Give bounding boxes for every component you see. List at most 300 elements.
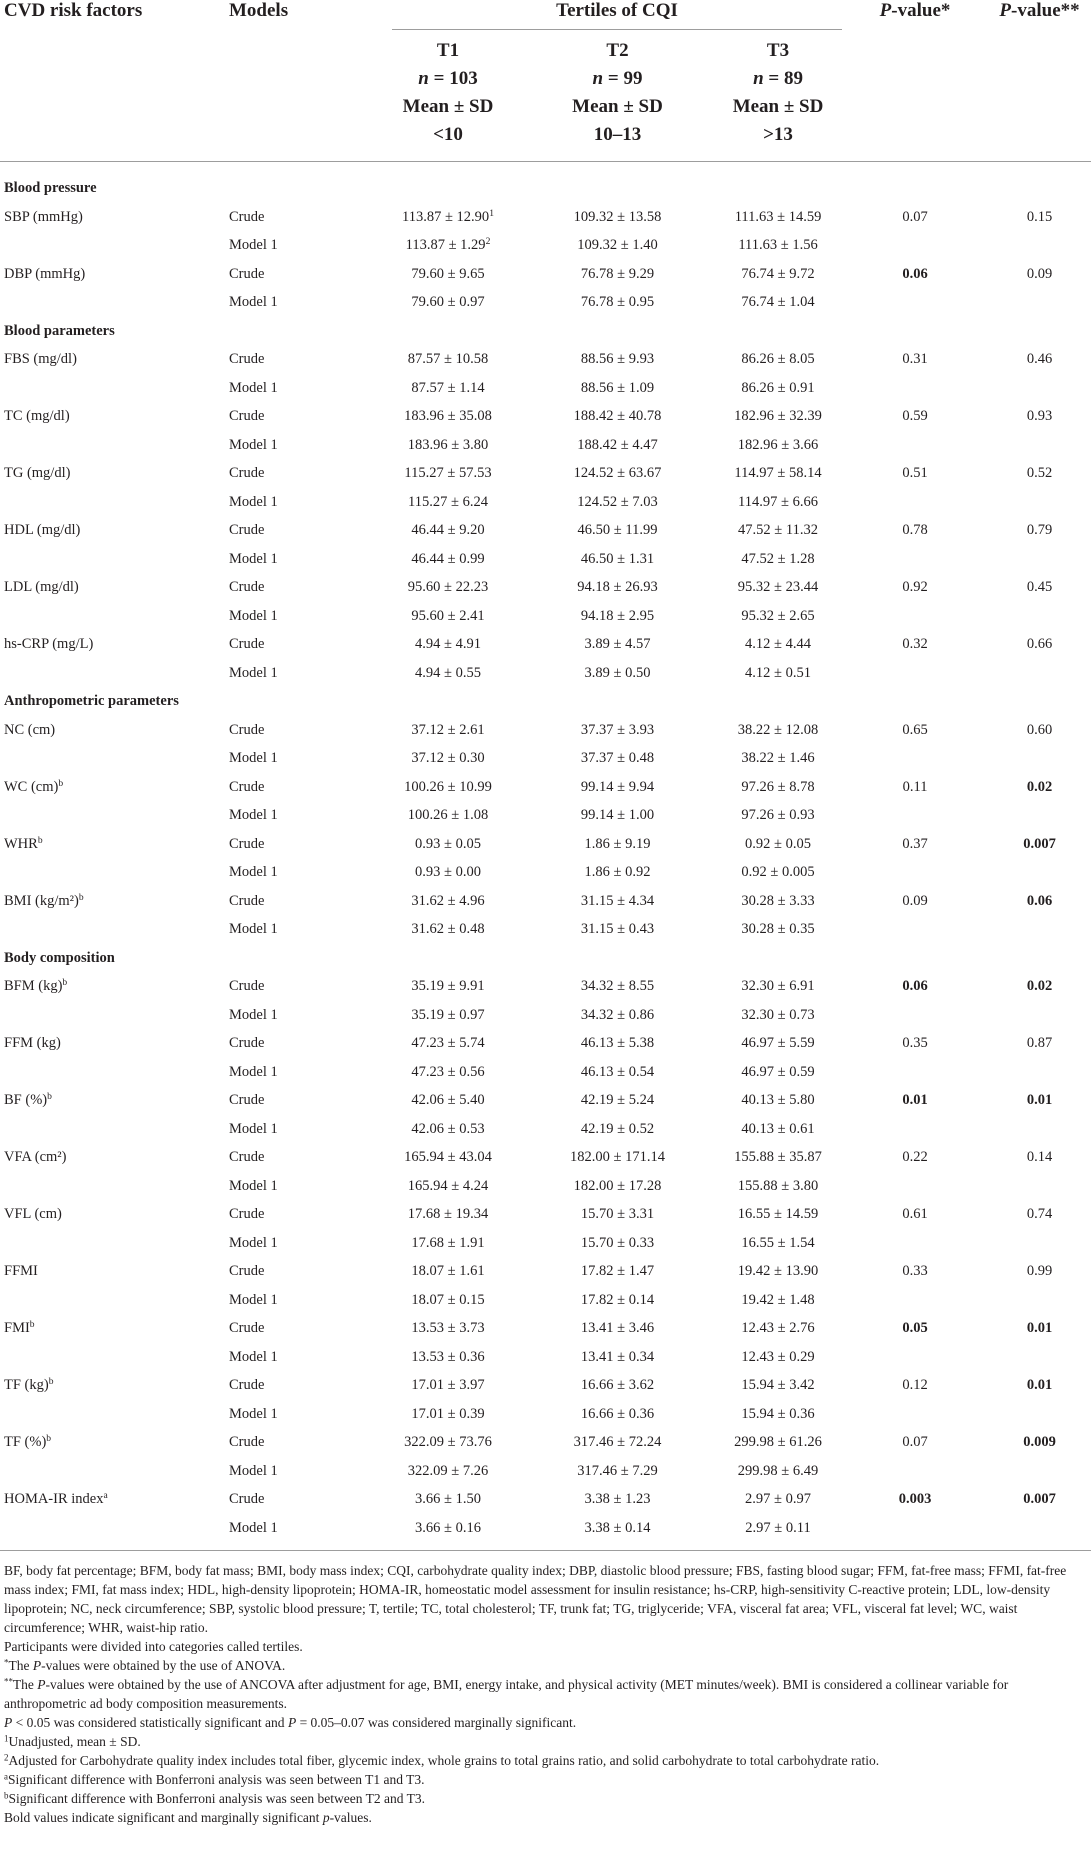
risk-factor-cell xyxy=(0,488,229,517)
t3-mean-sd: 32.30 ± 6.91 xyxy=(741,978,815,995)
t2-value-cell xyxy=(521,1457,714,1486)
t1-value-cell xyxy=(375,288,521,317)
t3-mean-sd: 47.52 ± 11.32 xyxy=(738,522,818,539)
p-ancova-cell: 0.15 xyxy=(1026,208,1053,225)
crude-row xyxy=(0,516,1091,545)
p-ancova-cell: 0.009 xyxy=(1023,1434,1056,1451)
risk-factor-cell xyxy=(0,659,229,688)
body-bottom-spacer xyxy=(0,1542,1091,1550)
model-label: Model 1 xyxy=(229,1348,278,1365)
p-ancova-cell: 0.93 xyxy=(1026,408,1053,425)
p-ancova-cell: 0.79 xyxy=(1026,522,1053,539)
t1-mean-sd: 35.19 ± 9.91 xyxy=(411,978,485,995)
t1-value-cell xyxy=(375,744,521,773)
t1-value-cell xyxy=(375,1257,521,1286)
tertile-range: 10–13 xyxy=(593,124,642,145)
t1-value-cell xyxy=(375,459,521,488)
p-anova-cell xyxy=(842,1115,988,1144)
crude-row xyxy=(0,630,1091,659)
model1-row xyxy=(0,1001,1091,1030)
t3-mean-sd: 16.55 ± 14.59 xyxy=(737,1206,819,1223)
t1-mean-sd: 100.26 ± 1.08 xyxy=(407,807,489,824)
model-label: Crude xyxy=(229,636,265,653)
risk-factor-cell xyxy=(0,231,229,260)
t1-value-cell xyxy=(375,1457,521,1486)
risk-factor-cell xyxy=(0,1229,229,1258)
table-footnotes xyxy=(0,1551,1091,1827)
t2-mean-sd: 3.89 ± 4.57 xyxy=(584,636,651,653)
t3-mean-sd: 97.26 ± 0.93 xyxy=(741,807,815,824)
t3-value-cell xyxy=(714,1514,842,1543)
t2-value-cell xyxy=(521,801,714,830)
header-p-value-anova-label: P-value* xyxy=(879,0,951,21)
t1-mean-sd: 47.23 ± 0.56 xyxy=(411,1063,485,1080)
risk-factor-name: VFL (cm) xyxy=(4,1206,62,1223)
risk-factor-name: TC (mg/dl) xyxy=(4,408,70,425)
risk-factor-footnote-mark: b xyxy=(62,977,68,989)
risk-factor-footnote-mark: b xyxy=(46,1433,52,1445)
header-tertile-3 xyxy=(714,30,842,161)
risk-factor-footnote-mark: b xyxy=(48,1376,54,1388)
t1-mean-sd: 17.68 ± 1.91 xyxy=(411,1234,485,1251)
p-ancova-cell xyxy=(988,915,1091,944)
tertile-stat: Mean ± SD xyxy=(402,96,494,117)
header-tertiles-group xyxy=(375,0,842,30)
model1-row xyxy=(0,1286,1091,1315)
section-title: Anthropometric parameters xyxy=(4,693,179,710)
tertile-n: n = 103 xyxy=(418,68,478,89)
t3-value-cell xyxy=(714,744,842,773)
t2-mean-sd: 94.18 ± 26.93 xyxy=(577,579,658,596)
t1-value-cell xyxy=(375,516,521,545)
p-ancova-cell: 0.007 xyxy=(1023,835,1056,852)
t2-mean-sd: 1.86 ± 0.92 xyxy=(584,864,651,881)
model-label: Model 1 xyxy=(229,550,278,567)
p-anova-cell xyxy=(842,659,988,688)
risk-factor-cell xyxy=(0,915,229,944)
t1-mean-sd: 79.60 ± 9.65 xyxy=(411,265,485,282)
footnote-text: < 0.05 was considered statistically significant and xyxy=(12,1714,288,1730)
t3-value-cell xyxy=(714,1001,842,1030)
t1-value-cell xyxy=(375,1172,521,1201)
tertile-range: >13 xyxy=(763,124,793,145)
model-label: Crude xyxy=(229,522,265,539)
p-anova-cell: 0.51 xyxy=(902,465,928,482)
crude-row xyxy=(0,1257,1091,1286)
p-ancova-cell xyxy=(988,801,1091,830)
t3-mean-sd: 2.97 ± 0.11 xyxy=(745,1519,811,1536)
t1-mean-sd: 79.60 ± 0.97 xyxy=(411,294,485,311)
risk-factor-cell xyxy=(0,858,229,887)
t1-mean-sd: 3.66 ± 0.16 xyxy=(415,1519,481,1536)
t3-mean-sd: 95.32 ± 2.65 xyxy=(741,607,815,624)
t2-value-cell xyxy=(521,431,714,460)
t3-value-cell xyxy=(714,431,842,460)
crude-row xyxy=(0,1029,1091,1058)
risk-factor-cell xyxy=(0,630,229,659)
model-label: Crude xyxy=(229,351,265,368)
t3-value-cell xyxy=(714,516,842,545)
t3-mean-sd: 46.97 ± 0.59 xyxy=(741,1063,815,1080)
risk-factor-footnote-mark: b xyxy=(47,1091,52,1103)
risk-factor-name: NC (cm) xyxy=(4,721,56,738)
t3-mean-sd: 155.88 ± 35.87 xyxy=(734,1149,822,1166)
t1-mean-sd: 42.06 ± 0.53 xyxy=(411,1120,485,1137)
t2-mean-sd: 16.66 ± 3.62 xyxy=(580,1377,655,1394)
risk-factor-footnote-mark: b xyxy=(29,1319,35,1331)
t3-mean-sd: 15.94 ± 0.36 xyxy=(741,1405,815,1422)
t2-value-cell xyxy=(521,1143,714,1172)
p-anova-cell xyxy=(842,231,988,260)
t2-mean-sd: 99.14 ± 9.94 xyxy=(580,778,655,795)
footnote-italic-text: P xyxy=(37,1676,46,1692)
t2-value-cell xyxy=(521,1115,714,1144)
model-label: Crude xyxy=(229,835,265,852)
t3-value-cell xyxy=(714,1257,842,1286)
footnote-text: The xyxy=(12,1676,38,1692)
t3-mean-sd: 40.13 ± 5.80 xyxy=(741,1092,815,1109)
t1-value-cell xyxy=(375,431,521,460)
t2-mean-sd: 46.50 ± 11.99 xyxy=(577,522,658,539)
t2-mean-sd: 13.41 ± 3.46 xyxy=(580,1320,655,1337)
model-label: Model 1 xyxy=(229,1519,278,1536)
risk-factor-name: TF (kg) xyxy=(4,1377,49,1394)
t2-mean-sd: 34.32 ± 8.55 xyxy=(580,978,655,995)
crude-row xyxy=(0,459,1091,488)
risk-factor-name: TF (%) xyxy=(4,1434,47,1451)
t3-value-cell xyxy=(714,887,842,916)
model-label: Model 1 xyxy=(229,1063,278,1080)
p-ancova-cell xyxy=(988,1400,1091,1429)
risk-factor-name: FMI xyxy=(4,1320,30,1337)
t2-value-cell xyxy=(521,288,714,317)
t1-mean-sd: 3.66 ± 1.50 xyxy=(415,1491,481,1508)
t2-mean-sd: 15.70 ± 0.33 xyxy=(580,1234,655,1251)
p-anova-cell: 0.12 xyxy=(902,1377,928,1394)
t1-value-cell xyxy=(375,1286,521,1315)
footnote xyxy=(4,1751,1087,1770)
t1-value-cell xyxy=(375,545,521,574)
model-label: Model 1 xyxy=(229,1234,278,1251)
p-ancova-cell: 0.09 xyxy=(1026,265,1053,282)
risk-factor-cell xyxy=(0,1115,229,1144)
risk-factor-cell xyxy=(0,374,229,403)
t1-mean-sd: 183.96 ± 35.08 xyxy=(404,408,492,425)
t1-value-cell xyxy=(375,1058,521,1087)
t2-mean-sd: 317.46 ± 72.24 xyxy=(573,1434,662,1451)
risk-factor-cell xyxy=(0,1029,229,1058)
t1-mean-sd: 322.09 ± 73.76 xyxy=(404,1434,492,1451)
footnote-text: BF, body fat percentage; BFM, body fat mass; BMI, body mass index; CQI, carbohydrate quality index; DBP, diastolic blood pressure; FBS, fasting blood sugar; FFM, fat-free mass; FFMI, fat-free mass index; FMI, fat mass index; HDL, high-density lipoprotein; HOMA-IR, homeostatic model assessment for insulin resistance; hs-CRP, high-sensitivity C-reactive protein; LDL, low-density lipoprotein; NC, neck circumference; SBP, systolic blood pressure; T, tertile; TC, total cholesterol; TF, trunk fat; TG, triglyceride; VFA, visceral fat area; VFL, visceral fat level; WC, waist circumference; WHR, waist-hip ratio. xyxy=(4,1562,1067,1635)
t3-value-cell xyxy=(714,1086,842,1115)
t2-value-cell xyxy=(521,1371,714,1400)
model1-row xyxy=(0,858,1091,887)
t2-mean-sd: 3.38 ± 0.14 xyxy=(584,1519,651,1536)
header-tertile-2 xyxy=(521,30,714,161)
p-anova-cell xyxy=(842,288,988,317)
t2-mean-sd: 88.56 ± 9.93 xyxy=(580,351,655,368)
t3-mean-sd: 30.28 ± 3.33 xyxy=(741,892,815,909)
p-anova-cell xyxy=(842,602,988,631)
risk-factor-name: SBP (mmHg) xyxy=(4,208,83,225)
t2-mean-sd: 17.82 ± 0.14 xyxy=(580,1291,655,1308)
t1-value-cell xyxy=(375,1314,521,1343)
t3-value-cell xyxy=(714,573,842,602)
model-label: Crude xyxy=(229,408,265,425)
risk-factor-cell xyxy=(0,887,229,916)
t2-mean-sd: 31.15 ± 4.34 xyxy=(580,892,655,909)
t1-value-cell xyxy=(375,887,521,916)
model-label: Model 1 xyxy=(229,607,278,624)
model1-row xyxy=(0,1115,1091,1144)
p-ancova-cell: 0.52 xyxy=(1026,465,1053,482)
risk-factor-cell xyxy=(0,1172,229,1201)
t1-value-cell xyxy=(375,374,521,403)
t3-value-cell xyxy=(714,630,842,659)
t1-mean-sd: 87.57 ± 10.58 xyxy=(407,351,489,368)
risk-factor-name: HDL (mg/dl) xyxy=(4,522,81,539)
footnote-text: Significant difference with Bonferroni analysis was seen between T1 and T3. xyxy=(7,1771,425,1787)
t1-mean-sd: 13.53 ± 0.36 xyxy=(411,1348,485,1365)
t2-mean-sd: 42.19 ± 0.52 xyxy=(580,1120,655,1137)
t3-value-cell xyxy=(714,488,842,517)
crude-row xyxy=(0,260,1091,289)
t3-value-cell xyxy=(714,1485,842,1514)
t1-footnote-mark: 1 xyxy=(489,207,494,219)
footnote xyxy=(4,1789,1087,1808)
risk-factor-cell xyxy=(0,1371,229,1400)
t1-mean-sd: 95.60 ± 22.23 xyxy=(407,579,489,596)
model-label: Model 1 xyxy=(229,1291,278,1308)
footnote xyxy=(4,1808,1087,1827)
crude-row xyxy=(0,573,1091,602)
t3-value-cell xyxy=(714,231,842,260)
t2-mean-sd: 182.00 ± 17.28 xyxy=(573,1177,662,1194)
risk-factor-cell xyxy=(0,1257,229,1286)
t3-value-cell xyxy=(714,801,842,830)
p-anova-cell: 0.31 xyxy=(902,351,928,368)
t3-mean-sd: 38.22 ± 12.08 xyxy=(737,721,819,738)
t2-value-cell xyxy=(521,374,714,403)
tertile-label: T3 xyxy=(766,40,790,61)
p-anova-cell xyxy=(842,545,988,574)
t2-value-cell xyxy=(521,1343,714,1372)
t3-value-cell xyxy=(714,402,842,431)
model-label: Model 1 xyxy=(229,294,278,311)
p-ancova-cell: 0.46 xyxy=(1026,351,1053,368)
t1-mean-sd: 100.26 ± 10.99 xyxy=(404,778,492,795)
t3-value-cell xyxy=(714,288,842,317)
table-body xyxy=(0,161,1091,1550)
risk-factor-cell xyxy=(0,1400,229,1429)
t3-mean-sd: 40.13 ± 0.61 xyxy=(741,1120,815,1137)
model-label: Model 1 xyxy=(229,864,278,881)
model-label: Model 1 xyxy=(229,436,278,453)
t1-mean-sd: 95.60 ± 2.41 xyxy=(411,607,485,624)
t1-mean-sd: 113.87 ± 1.29 xyxy=(405,237,486,254)
p-anova-cell xyxy=(842,915,988,944)
t2-mean-sd: 3.38 ± 1.23 xyxy=(584,1491,651,1508)
p-anova-cell xyxy=(842,1001,988,1030)
crude-row xyxy=(0,1143,1091,1172)
p-ancova-cell xyxy=(988,1229,1091,1258)
risk-factor-cell xyxy=(0,402,229,431)
t3-mean-sd: 299.98 ± 6.49 xyxy=(737,1462,819,1479)
risk-factor-cell xyxy=(0,459,229,488)
p-ancova-cell: 0.60 xyxy=(1026,721,1053,738)
t2-mean-sd: 46.50 ± 1.31 xyxy=(580,550,655,567)
risk-factor-cell xyxy=(0,1514,229,1543)
p-ancova-cell: 0.01 xyxy=(1026,1092,1053,1109)
spacer-cell xyxy=(0,161,1091,174)
p-ancova-cell xyxy=(988,1058,1091,1087)
p-ancova-cell: 0.45 xyxy=(1026,579,1053,596)
t3-mean-sd: 19.42 ± 13.90 xyxy=(737,1263,819,1280)
t3-mean-sd: 2.97 ± 0.97 xyxy=(745,1491,811,1508)
footnote-italic-text: P xyxy=(32,1657,42,1673)
footnote xyxy=(4,1732,1087,1751)
model-label: Crude xyxy=(229,1434,265,1451)
t3-mean-sd: 111.63 ± 1.56 xyxy=(738,237,818,254)
risk-factor-cell xyxy=(0,431,229,460)
risk-factor-cell xyxy=(0,260,229,289)
t1-mean-sd: 46.44 ± 0.99 xyxy=(411,550,485,567)
t3-value-cell xyxy=(714,602,842,631)
p-ancova-cell: 0.87 xyxy=(1026,1035,1053,1052)
p-anova-cell: 0.92 xyxy=(902,579,928,596)
footnote-text: Significant difference with Bonferroni analysis was seen between T2 and T3. xyxy=(8,1790,425,1806)
t1-value-cell xyxy=(375,972,521,1001)
risk-factor-name: WC (cm) xyxy=(4,778,59,795)
section-header-row xyxy=(0,687,1091,716)
t2-mean-sd: 46.13 ± 0.54 xyxy=(580,1063,655,1080)
t3-value-cell xyxy=(714,374,842,403)
t2-value-cell xyxy=(521,402,714,431)
t1-value-cell xyxy=(375,1485,521,1514)
risk-factor-cell xyxy=(0,573,229,602)
model-label: Crude xyxy=(229,1377,265,1394)
p-ancova-cell xyxy=(988,488,1091,517)
p-anova-cell xyxy=(842,1286,988,1315)
p-ancova-cell: 0.02 xyxy=(1026,778,1053,795)
t3-value-cell xyxy=(714,1058,842,1087)
t3-value-cell xyxy=(714,1029,842,1058)
p-anova-cell xyxy=(842,1514,988,1543)
t2-mean-sd: 34.32 ± 0.86 xyxy=(580,1006,655,1023)
p-anova-cell xyxy=(842,1172,988,1201)
model-label: Crude xyxy=(229,1035,265,1052)
t2-value-cell xyxy=(521,1029,714,1058)
footnote-mark: 2 xyxy=(4,1752,9,1763)
t2-mean-sd: 124.52 ± 7.03 xyxy=(577,493,658,510)
t1-mean-sd: 4.94 ± 4.91 xyxy=(415,636,481,653)
risk-factor-cell xyxy=(0,602,229,631)
t1-value-cell xyxy=(375,858,521,887)
p-ancova-cell xyxy=(988,602,1091,631)
p-anova-cell: 0.01 xyxy=(902,1092,928,1109)
t3-value-cell xyxy=(714,1172,842,1201)
t3-mean-sd: 32.30 ± 0.73 xyxy=(741,1006,815,1023)
model-label: Model 1 xyxy=(229,379,278,396)
p-anova-cell xyxy=(842,744,988,773)
spacer-cell xyxy=(0,1542,1091,1550)
t1-value-cell xyxy=(375,1200,521,1229)
t1-value-cell xyxy=(375,402,521,431)
footnote-text: -values were obtained by the use of ANOVA. xyxy=(41,1657,286,1673)
risk-factor-cell xyxy=(0,1058,229,1087)
t1-value-cell xyxy=(375,830,521,859)
t3-value-cell xyxy=(714,716,842,745)
crude-row xyxy=(0,773,1091,802)
t2-value-cell xyxy=(521,1229,714,1258)
model1-row xyxy=(0,231,1091,260)
t2-value-cell xyxy=(521,744,714,773)
model1-row xyxy=(0,1172,1091,1201)
model-label: Model 1 xyxy=(229,1177,278,1194)
t3-value-cell xyxy=(714,545,842,574)
tertile-n: n = 99 xyxy=(592,68,643,89)
model-label: Model 1 xyxy=(229,1462,278,1479)
t3-mean-sd: 76.74 ± 1.04 xyxy=(741,294,815,311)
t2-value-cell xyxy=(521,887,714,916)
p-ancova-cell xyxy=(988,1457,1091,1486)
risk-factor-cell xyxy=(0,744,229,773)
t1-value-cell xyxy=(375,1086,521,1115)
p-ancova-cell: 0.74 xyxy=(1026,1206,1053,1223)
t2-value-cell xyxy=(521,1257,714,1286)
t3-mean-sd: 4.12 ± 4.44 xyxy=(745,636,811,653)
model-label: Crude xyxy=(229,465,265,482)
risk-factor-cell xyxy=(0,716,229,745)
t1-value-cell xyxy=(375,630,521,659)
t2-value-cell xyxy=(521,858,714,887)
risk-factor-name: TG (mg/dl) xyxy=(4,465,71,482)
footnote-text: -values. xyxy=(329,1809,372,1825)
tertile-label: T2 xyxy=(606,40,629,61)
t1-mean-sd: 322.09 ± 7.26 xyxy=(407,1462,489,1479)
t3-mean-sd: 114.97 ± 6.66 xyxy=(738,493,818,510)
t1-mean-sd: 165.94 ± 4.24 xyxy=(407,1177,489,1194)
model1-row xyxy=(0,801,1091,830)
tertile-range: <10 xyxy=(433,124,463,145)
t2-mean-sd: 16.66 ± 0.36 xyxy=(580,1405,655,1422)
crude-row xyxy=(0,1485,1091,1514)
model1-row xyxy=(0,1400,1091,1429)
crude-row xyxy=(0,203,1091,232)
t2-mean-sd: 76.78 ± 9.29 xyxy=(580,265,655,282)
t1-mean-sd: 31.62 ± 0.48 xyxy=(411,921,485,938)
crude-row xyxy=(0,716,1091,745)
t3-value-cell xyxy=(714,260,842,289)
t2-mean-sd: 76.78 ± 0.95 xyxy=(580,294,655,311)
t3-mean-sd: 86.26 ± 8.05 xyxy=(741,351,815,368)
t3-mean-sd: 15.94 ± 3.42 xyxy=(741,1377,815,1394)
t2-value-cell xyxy=(521,1428,714,1457)
t2-mean-sd: 99.14 ± 1.00 xyxy=(580,807,655,824)
footnote xyxy=(4,1656,1087,1675)
model1-row xyxy=(0,602,1091,631)
t3-mean-sd: 76.74 ± 9.72 xyxy=(741,265,815,282)
p-ancova-cell: 0.66 xyxy=(1026,636,1053,653)
footnote-text: Participants were divided into categories called tertiles. xyxy=(4,1638,303,1654)
crude-row xyxy=(0,972,1091,1001)
t1-mean-sd: 18.07 ± 1.61 xyxy=(411,1263,485,1280)
p-ancova-cell xyxy=(988,1286,1091,1315)
footnote-text: = 0.05–0.07 was considered marginally significant. xyxy=(296,1714,577,1730)
t3-mean-sd: 12.43 ± 0.29 xyxy=(741,1348,815,1365)
t3-value-cell xyxy=(714,1143,842,1172)
t2-mean-sd: 37.37 ± 0.48 xyxy=(580,750,655,767)
